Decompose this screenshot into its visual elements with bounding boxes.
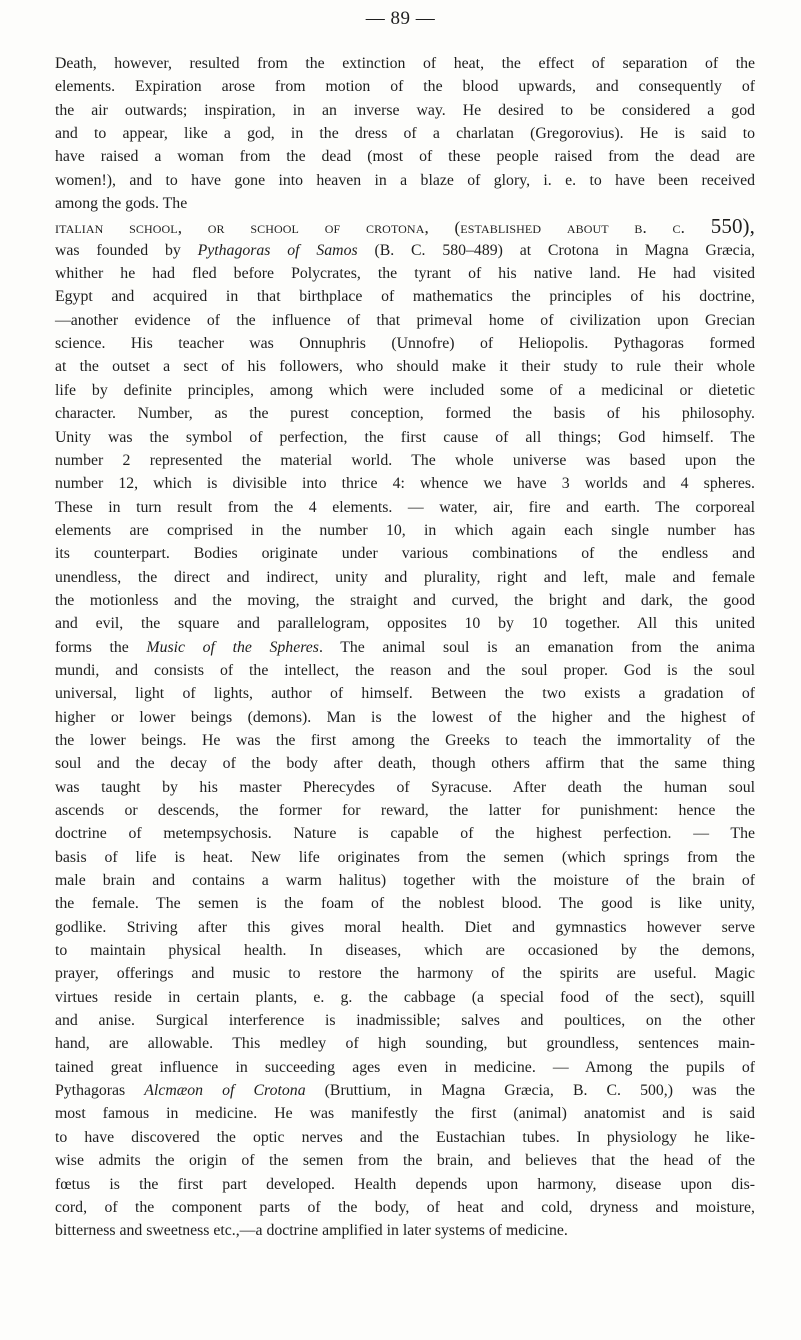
text-line: the lower beings. He was the first among the Greeks to teach the immortality of the [55, 731, 755, 749]
text-line: and to appear, like a god, in the dress of a charlatan (Gregorovius). He is said to [55, 125, 755, 143]
text-line: hand, are allowable. This medley of high sounding, but groundless, sentences main- [55, 1035, 755, 1053]
text-line: ascends or descends, the former for reward, the latter for punishment: hence the [55, 802, 755, 819]
text-line: elements. Expiration arose from motion of the blood upwards, and consequently of [55, 78, 755, 96]
text-line [55, 636, 755, 659]
section-heading [55, 215, 755, 238]
text-line [55, 239, 755, 262]
alcmaeon-name: Alcmæon of Crotona [144, 1082, 306, 1100]
text-line: higher or lower beings (demons). Man is the lowest of the higher and the highest of [55, 708, 755, 726]
text-line: Unity was the symbol of perfection, the first cause of all things; God himself. The [55, 428, 755, 446]
text-line: among the gods. The [55, 195, 188, 213]
text-line: tained great influence in succeeding ages even in medicine. — Among the pupils of [55, 1058, 755, 1076]
music-line-pre: forms the [55, 638, 147, 656]
text-line: and evil, the square and parallelogram, opposites 10 by 10 together. All this united [55, 615, 755, 633]
text-line: male brain and contains a warm halitus) together with the moisture of the brain of [55, 872, 755, 890]
text-line: life by definite principles, among which were included some of a medicinal or dietetic [55, 381, 755, 399]
text-line: unendless, the direct and indirect, unity and plurality, right and left, male and female [55, 568, 755, 586]
section-heading-year: 550), [710, 214, 755, 239]
text-line: its counterpart. Bodies originate under various combinations of the endless and [55, 545, 755, 563]
page-number: — 89 — [365, 8, 436, 29]
text-line: soul and the decay of the body after death, though others affirm that the same thing [55, 755, 755, 773]
text-line: character. Number, as the purest conception, formed the basis of his philosophy. [55, 405, 755, 423]
text-line: to have discovered the optic nerves and the Eustachian tubes. In physiology he like- [55, 1128, 755, 1146]
music-title: Music of the Spheres [146, 638, 319, 656]
text-line: universal, light of lights, author of himself. Between the two exists a gradation of [55, 685, 755, 703]
text-line: at the outset a sect of his followers, who should make it their study to rule their whole [55, 358, 755, 376]
founder-name: Pythagoras of Samos [197, 241, 358, 259]
text-line: the motionless and the moving, the straight and curved, the bright and dark, the good [55, 591, 755, 609]
alcmaeon-line-post: (Bruttium, in Magna Græcia, B. C. 500,) was the [305, 1082, 755, 1100]
alcmaeon-line-pre: Pythagoras [55, 1082, 145, 1100]
text-line: Death, however, resulted from the extinction of heat, the effect of separation of the [55, 55, 755, 72]
text-line: most famous in medicine. He was manifestly the first (animal) anatomist and is said [55, 1105, 755, 1123]
text-line: and anise. Surgical interference is inadmissible; salves and poultices, on the other [55, 1012, 755, 1030]
text-line: Egypt and acquired in that birthplace of mathematics the principles of his doctrine, [55, 288, 755, 306]
text-line: women!), and to have gone into heaven in a blaze of glory, i. e. to have been received [55, 171, 755, 189]
text-line: doctrine of metempsychosis. Nature is capable of the highest perfection. — The [55, 825, 755, 843]
text-line: elements are comprised in the number 10, in which again each single number has [55, 521, 755, 539]
text-line: wise admits the origin of the semen from the brain, and believes that the head of the [55, 1152, 755, 1170]
founder-line-pre: was founded by [55, 241, 198, 259]
text-line: —another evidence of the influence of that primeval home of civilization upon Grecian [55, 311, 755, 329]
text-line: the female. The semen is the foam of the noblest blood. The good is like unity, [55, 895, 755, 913]
music-line-post: . The animal soul is an emanation from the anima [318, 638, 755, 656]
text-line: cord, of the component parts of the body, of heat and cold, dryness and moisture, [55, 1198, 755, 1216]
text-line: fœtus is the first part developed. Health depends upon harmony, disease upon dis- [55, 1175, 755, 1193]
body-text [55, 52, 755, 1243]
text-line: number 12, which is divisible into thrice 4: whence we have 3 worlds and 4 spheres. [55, 475, 755, 493]
text-line: virtues reside in certain plants, e. g. the cabbage (a special food of the sect), squill [55, 988, 755, 1006]
text-line: to maintain physical health. In diseases, which are occasioned by the demons, [55, 942, 755, 960]
text-line: mundi, and consists of the intellect, the reason and the soul proper. God is the soul [55, 661, 755, 679]
text-line: have raised a woman from the dead (most of these people raised from the dead are [55, 148, 755, 166]
section-heading-text: italian school, or school of crotona, (established about b. c. [55, 218, 711, 238]
text-line: basis of life is heat. New life originates from the semen (which springs from the [55, 848, 755, 866]
text-line: prayer, offerings and music to restore the harmony of the spirits are useful. Magic [55, 965, 755, 983]
text-line: These in turn result from the 4 elements. — water, air, fire and earth. The corporeal [55, 498, 755, 516]
text-line: science. His teacher was Onnuphris (Unnofre) of Heliopolis. Pythagoras formed [55, 335, 755, 353]
text-line: the air outwards; inspiration, in an inverse way. He desired to be considered a god [55, 101, 755, 119]
text-line: whither he had fled before Polycrates, the tyrant of his native land. He had visited [55, 265, 755, 283]
text-line: number 2 represented the material world. The whole universe was based upon the [55, 451, 755, 469]
founder-line-post: (B. C. 580–489) at Crotona in Magna Græcia, [357, 241, 755, 259]
text-line: was taught by his master Pherecydes of Syracuse. After death the human soul [55, 778, 755, 796]
text-line: bitterness and sweetness etc.,—a doctrine amplified in later systems of medicine. [55, 1222, 568, 1240]
text-line [55, 1079, 755, 1102]
text-line: godlike. Striving after this gives moral health. Diet and gymnastics however serve [55, 918, 755, 936]
